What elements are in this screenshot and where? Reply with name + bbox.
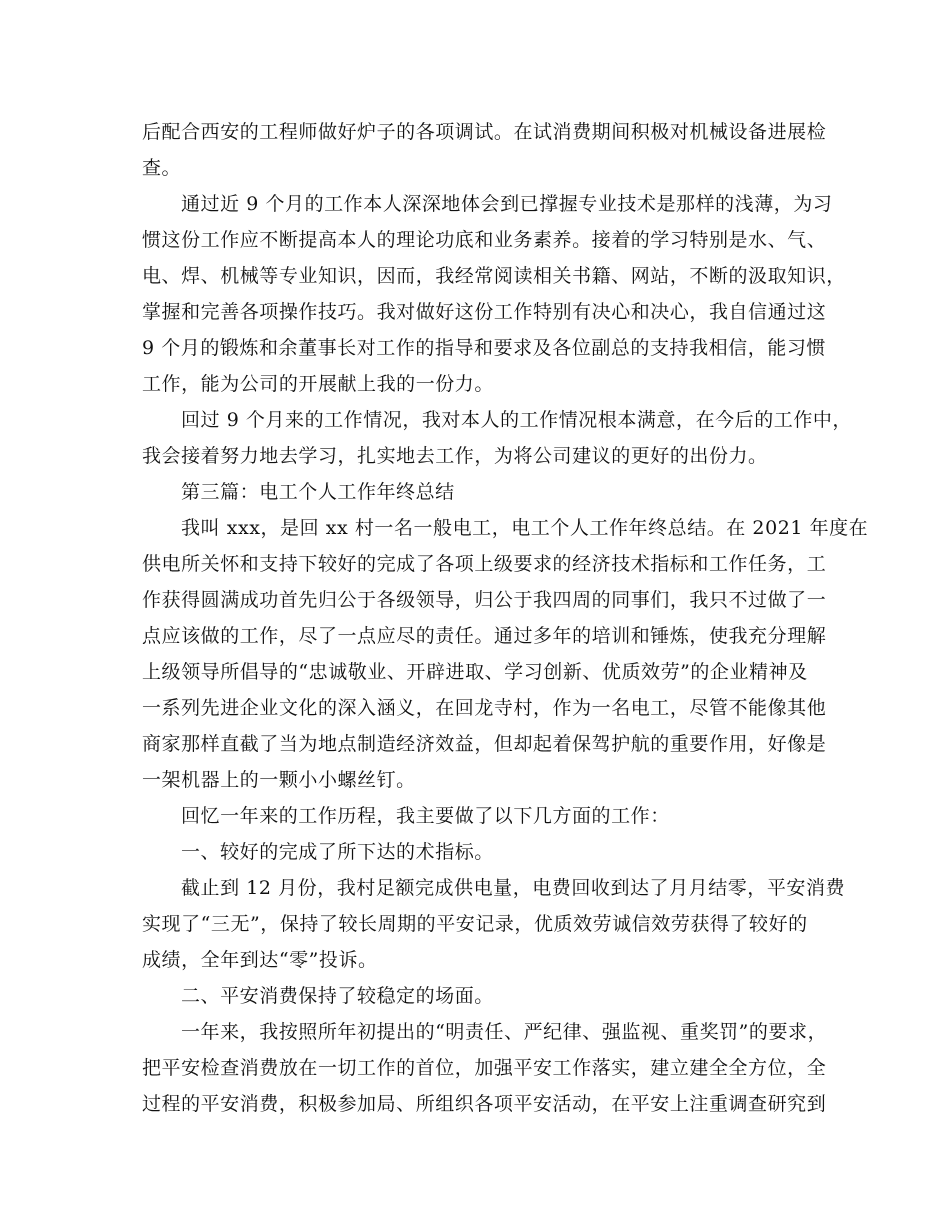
text-line: 一系列先进企业文化的深入涵义，在回龙寺村，作为一名电工，尽管不能像其他 (142, 697, 827, 719)
text-line: 通过近 9 个月的工作本人深深地体会到已撑握专业技术是那样的浅薄，为习 (181, 193, 833, 215)
section-heading: 第三篇：电工个人工作年终总结 (181, 481, 455, 503)
text-line: 后配合西安的工程师做好炉子的各项调试。在试消费期间积极对机械设备进展检 (142, 121, 827, 143)
text-line: 商家那样直截了当为地点制造经济效益，但却起着保驾护航的重要作用，好像是 (142, 733, 827, 755)
text-line: 我叫 xxx，是回 xx 村一名一般电工，电工个人工作年终总结。在 2021 年度在 (181, 517, 869, 539)
text-line: 回忆一年来的工作历程，我主要做了以下几方面的工作： (181, 805, 670, 827)
text-line: 供电所关怀和支持下较好的完成了各项上级要求的经济技术指标和工作任务，工 (142, 553, 827, 575)
text-line: 上级领导所倡导的“忠诚敬业、开辟进取、学习创新、优质效劳”的企业精神及 (142, 661, 808, 683)
text-line: 工作，能为公司的开展献上我的一份力。 (142, 373, 494, 395)
text-line: 掌握和完善各项操作技巧。我对做好这份工作特别有决心和决心，我自信通过这 (142, 301, 827, 323)
text-line: 惯这份工作应不断提高本人的理论功底和业务素养。接着的学习特别是水、气、 (142, 229, 827, 251)
list-heading: 一、较好的完成了所下达的术指标。 (181, 841, 494, 863)
text-line: 实现了“三无”，保持了较长周期的平安记录，优质效劳诚信效劳获得了较好的 (142, 913, 808, 935)
text-line: 电、焊、机械等专业知识，因而，我经常阅读相关书籍、网站，不断的汲取知识， (142, 265, 846, 287)
text-line: 一年来，我按照所年初提出的“明责任、严纪律、强监视、重奖罚”的要求， (181, 1021, 828, 1043)
text-line: 查。 (142, 157, 182, 179)
text-line: 把平安检查消费放在一切工作的首位，加强平安工作落实，建立建全全方位，全 (142, 1057, 827, 1079)
text-line: 过程的平安消费，积极参加局、所组织各项平安活动，在平安上注重调查研究到 (142, 1093, 827, 1115)
text-line: 点应该做的工作，尽了一点应尽的责任。通过多年的培训和锤炼，使我充分理解 (142, 625, 827, 647)
text-line: 截止到 12 月份，我村足额完成供电量，电费回收到达了月月结零，平安消费 (181, 877, 846, 899)
text-line: 我会接着努力地去学习，扎实地去工作，为将公司建议的更好的出份力。 (142, 445, 768, 467)
text-line: 一架机器上的一颗小小螺丝钉。 (142, 769, 416, 791)
text-line: 成绩，全年到达“零”投诉。 (142, 949, 378, 971)
text-line: 9 个月的锻炼和余董事长对工作的指导和要求及各位副总的支持我相信，能习惯 (142, 337, 826, 359)
text-line: 作获得圆满成功首先归公于各级领导，归公于我四周的同事们，我只不过做了一 (142, 589, 827, 611)
list-heading: 二、平安消费保持了较稳定的场面。 (181, 985, 494, 1007)
text-line: 回过 9 个月来的工作情况，我对本人的工作情况根本满意，在今后的工作中， (181, 409, 852, 431)
